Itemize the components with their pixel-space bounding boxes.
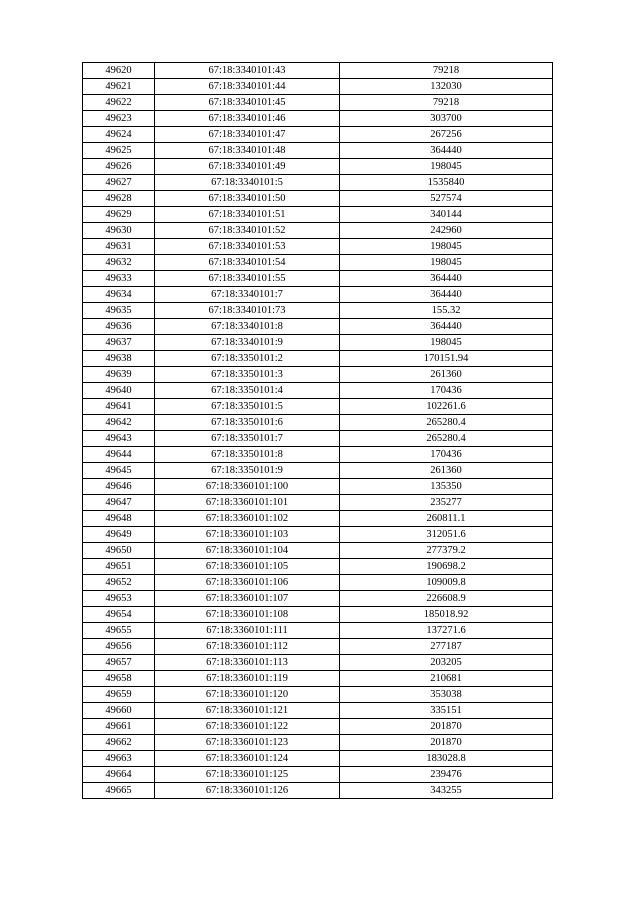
table-row <box>83 367 553 383</box>
cadastral-value-cell: 102261.6 <box>340 399 553 415</box>
table-row <box>83 543 553 559</box>
cadastral-number-cell: 67:18:3340101:48 <box>155 143 340 159</box>
cadastral-value-cell: 343255 <box>340 783 553 799</box>
cadastral-number-cell: 67:18:3360101:104 <box>155 543 340 559</box>
cadastral-number-cell: 67:18:3340101:9 <box>155 335 340 351</box>
table-row <box>83 319 553 335</box>
table-row <box>83 655 553 671</box>
cadastral-value-cell: 235277 <box>340 495 553 511</box>
cadastral-value-cell: 353038 <box>340 687 553 703</box>
row-number-cell: 49664 <box>83 767 155 783</box>
cadastral-value-cell: 79218 <box>340 63 553 79</box>
table-row <box>83 127 553 143</box>
table-row <box>83 63 553 79</box>
row-number-cell: 49659 <box>83 687 155 703</box>
cadastral-number-cell: 67:18:3340101:47 <box>155 127 340 143</box>
cadastral-number-cell: 67:18:3360101:125 <box>155 767 340 783</box>
table-row <box>83 639 553 655</box>
row-number-cell: 49629 <box>83 207 155 223</box>
row-number-cell: 49632 <box>83 255 155 271</box>
cadastral-value-cell: 261360 <box>340 463 553 479</box>
cadastral-number-cell: 67:18:3350101:5 <box>155 399 340 415</box>
cadastral-number-cell: 67:18:3360101:103 <box>155 527 340 543</box>
cadastral-value-cell: 109009.8 <box>340 575 553 591</box>
table-row <box>83 495 553 511</box>
row-number-cell: 49655 <box>83 623 155 639</box>
table-row <box>83 175 553 191</box>
cadastral-number-cell: 67:18:3340101:51 <box>155 207 340 223</box>
cadastral-value-cell: 183028.8 <box>340 751 553 767</box>
row-number-cell: 49642 <box>83 415 155 431</box>
table-row <box>83 463 553 479</box>
row-number-cell: 49622 <box>83 95 155 111</box>
cadastral-value-cell: 226608.9 <box>340 591 553 607</box>
table-row <box>83 559 553 575</box>
cadastral-value-cell: 201870 <box>340 719 553 735</box>
cadastral-value-cell: 364440 <box>340 271 553 287</box>
row-number-cell: 49631 <box>83 239 155 255</box>
table-row <box>83 239 553 255</box>
cadastral-number-cell: 67:18:3360101:102 <box>155 511 340 527</box>
row-number-cell: 49651 <box>83 559 155 575</box>
row-number-cell: 49641 <box>83 399 155 415</box>
cadastral-value-cell: 277379.2 <box>340 543 553 559</box>
cadastral-number-cell: 67:18:3340101:43 <box>155 63 340 79</box>
cadastral-number-cell: 67:18:3340101:73 <box>155 303 340 319</box>
table-row <box>83 767 553 783</box>
cadastral-value-cell: 190698.2 <box>340 559 553 575</box>
table-row <box>83 623 553 639</box>
cadastral-number-cell: 67:18:3340101:44 <box>155 79 340 95</box>
row-number-cell: 49657 <box>83 655 155 671</box>
cadastral-value-cell: 203205 <box>340 655 553 671</box>
cadastral-number-cell: 67:18:3350101:3 <box>155 367 340 383</box>
row-number-cell: 49660 <box>83 703 155 719</box>
row-number-cell: 49652 <box>83 575 155 591</box>
cadastral-value-cell: 364440 <box>340 287 553 303</box>
cadastral-number-cell: 67:18:3360101:107 <box>155 591 340 607</box>
table-row <box>83 351 553 367</box>
row-number-cell: 49645 <box>83 463 155 479</box>
cadastral-number-cell: 67:18:3340101:45 <box>155 95 340 111</box>
cadastral-number-cell: 67:18:3360101:121 <box>155 703 340 719</box>
cadastral-number-cell: 67:18:3340101:53 <box>155 239 340 255</box>
cadastral-number-cell: 67:18:3340101:46 <box>155 111 340 127</box>
cadastral-value-cell: 210681 <box>340 671 553 687</box>
cadastral-value-cell: 260811.1 <box>340 511 553 527</box>
cadastral-number-cell: 67:18:3340101:55 <box>155 271 340 287</box>
row-number-cell: 49650 <box>83 543 155 559</box>
table-row <box>83 159 553 175</box>
table-row <box>83 575 553 591</box>
cadastral-value-cell: 198045 <box>340 255 553 271</box>
cadastral-number-cell: 67:18:3360101:126 <box>155 783 340 799</box>
cadastral-number-cell: 67:18:3360101:101 <box>155 495 340 511</box>
row-number-cell: 49633 <box>83 271 155 287</box>
table-row <box>83 735 553 751</box>
cadastral-value-cell: 132030 <box>340 79 553 95</box>
cadastral-value-cell: 198045 <box>340 335 553 351</box>
table-row <box>83 271 553 287</box>
cadastral-number-cell: 67:18:3360101:123 <box>155 735 340 751</box>
cadastral-number-cell: 67:18:3360101:122 <box>155 719 340 735</box>
cadastral-number-cell: 67:18:3350101:8 <box>155 447 340 463</box>
row-number-cell: 49656 <box>83 639 155 655</box>
cadastral-number-cell: 67:18:3360101:120 <box>155 687 340 703</box>
cadastral-value-cell: 170436 <box>340 447 553 463</box>
cadastral-value-cell: 265280.4 <box>340 431 553 447</box>
table-row <box>83 287 553 303</box>
cadastral-number-cell: 67:18:3340101:7 <box>155 287 340 303</box>
table-row <box>83 383 553 399</box>
cadastral-value-cell: 277187 <box>340 639 553 655</box>
cadastral-number-cell: 67:18:3350101:4 <box>155 383 340 399</box>
row-number-cell: 49643 <box>83 431 155 447</box>
cadastral-value-cell: 364440 <box>340 319 553 335</box>
table-row <box>83 303 553 319</box>
row-number-cell: 49625 <box>83 143 155 159</box>
cadastral-value-cell: 170151.94 <box>340 351 553 367</box>
cadastral-number-cell: 67:18:3360101:111 <box>155 623 340 639</box>
cadastral-number-cell: 67:18:3340101:49 <box>155 159 340 175</box>
cadastral-number-cell: 67:18:3340101:52 <box>155 223 340 239</box>
table-body <box>83 63 553 799</box>
row-number-cell: 49639 <box>83 367 155 383</box>
table-row <box>83 527 553 543</box>
table-row <box>83 431 553 447</box>
cadastral-value-cell: 185018.92 <box>340 607 553 623</box>
row-number-cell: 49662 <box>83 735 155 751</box>
row-number-cell: 49623 <box>83 111 155 127</box>
table-row <box>83 79 553 95</box>
cadastral-number-cell: 67:18:3350101:9 <box>155 463 340 479</box>
cadastral-number-cell: 67:18:3350101:2 <box>155 351 340 367</box>
cadastral-number-cell: 67:18:3350101:7 <box>155 431 340 447</box>
row-number-cell: 49630 <box>83 223 155 239</box>
row-number-cell: 49636 <box>83 319 155 335</box>
cadastral-value-cell: 335151 <box>340 703 553 719</box>
row-number-cell: 49621 <box>83 79 155 95</box>
table-row <box>83 479 553 495</box>
cadastral-number-cell: 67:18:3360101:119 <box>155 671 340 687</box>
table-row <box>83 511 553 527</box>
table-row <box>83 447 553 463</box>
row-number-cell: 49620 <box>83 63 155 79</box>
table-row <box>83 783 553 799</box>
table-row <box>83 607 553 623</box>
table-row <box>83 223 553 239</box>
cadastral-value-cell: 261360 <box>340 367 553 383</box>
cadastral-value-cell: 265280.4 <box>340 415 553 431</box>
table-row <box>83 751 553 767</box>
cadastral-value-cell: 155.32 <box>340 303 553 319</box>
cadastral-value-cell: 198045 <box>340 239 553 255</box>
cadastral-value-cell: 135350 <box>340 479 553 495</box>
cadastral-number-cell: 67:18:3360101:112 <box>155 639 340 655</box>
cadastral-number-cell: 67:18:3340101:50 <box>155 191 340 207</box>
table-row <box>83 687 553 703</box>
table-row <box>83 415 553 431</box>
cadastral-value-cell: 239476 <box>340 767 553 783</box>
row-number-cell: 49658 <box>83 671 155 687</box>
table-row <box>83 399 553 415</box>
row-number-cell: 49644 <box>83 447 155 463</box>
row-number-cell: 49663 <box>83 751 155 767</box>
row-number-cell: 49653 <box>83 591 155 607</box>
cadastral-value-cell: 312051.6 <box>340 527 553 543</box>
cadastral-number-cell: 67:18:3360101:108 <box>155 607 340 623</box>
cadastral-value-cell: 340144 <box>340 207 553 223</box>
cadastral-number-cell: 67:18:3340101:54 <box>155 255 340 271</box>
table-row <box>83 719 553 735</box>
table-row <box>83 255 553 271</box>
cadastral-value-cell: 267256 <box>340 127 553 143</box>
row-number-cell: 49665 <box>83 783 155 799</box>
cadastral-value-cell: 198045 <box>340 159 553 175</box>
cadastral-number-cell: 67:18:3340101:5 <box>155 175 340 191</box>
table-row <box>83 143 553 159</box>
cadastral-value-table <box>82 62 553 799</box>
cadastral-value-cell: 79218 <box>340 95 553 111</box>
cadastral-value-cell: 242960 <box>340 223 553 239</box>
table-row <box>83 591 553 607</box>
row-number-cell: 49649 <box>83 527 155 543</box>
row-number-cell: 49624 <box>83 127 155 143</box>
cadastral-number-cell: 67:18:3360101:100 <box>155 479 340 495</box>
row-number-cell: 49640 <box>83 383 155 399</box>
table-row <box>83 703 553 719</box>
cadastral-value-cell: 303700 <box>340 111 553 127</box>
row-number-cell: 49648 <box>83 511 155 527</box>
cadastral-value-cell: 527574 <box>340 191 553 207</box>
table-row <box>83 207 553 223</box>
cadastral-number-cell: 67:18:3360101:105 <box>155 559 340 575</box>
table-row <box>83 95 553 111</box>
table-row <box>83 671 553 687</box>
cadastral-number-cell: 67:18:3340101:8 <box>155 319 340 335</box>
row-number-cell: 49628 <box>83 191 155 207</box>
cadastral-value-cell: 201870 <box>340 735 553 751</box>
table-row <box>83 111 553 127</box>
row-number-cell: 49638 <box>83 351 155 367</box>
table-row <box>83 335 553 351</box>
row-number-cell: 49627 <box>83 175 155 191</box>
cadastral-number-cell: 67:18:3350101:6 <box>155 415 340 431</box>
cadastral-number-cell: 67:18:3360101:113 <box>155 655 340 671</box>
table-row <box>83 191 553 207</box>
row-number-cell: 49654 <box>83 607 155 623</box>
cadastral-value-cell: 170436 <box>340 383 553 399</box>
row-number-cell: 49647 <box>83 495 155 511</box>
row-number-cell: 49637 <box>83 335 155 351</box>
cadastral-value-cell: 1535840 <box>340 175 553 191</box>
cadastral-number-cell: 67:18:3360101:124 <box>155 751 340 767</box>
row-number-cell: 49661 <box>83 719 155 735</box>
row-number-cell: 49634 <box>83 287 155 303</box>
cadastral-value-cell: 137271.6 <box>340 623 553 639</box>
row-number-cell: 49626 <box>83 159 155 175</box>
cadastral-value-cell: 364440 <box>340 143 553 159</box>
cadastral-number-cell: 67:18:3360101:106 <box>155 575 340 591</box>
row-number-cell: 49646 <box>83 479 155 495</box>
row-number-cell: 49635 <box>83 303 155 319</box>
